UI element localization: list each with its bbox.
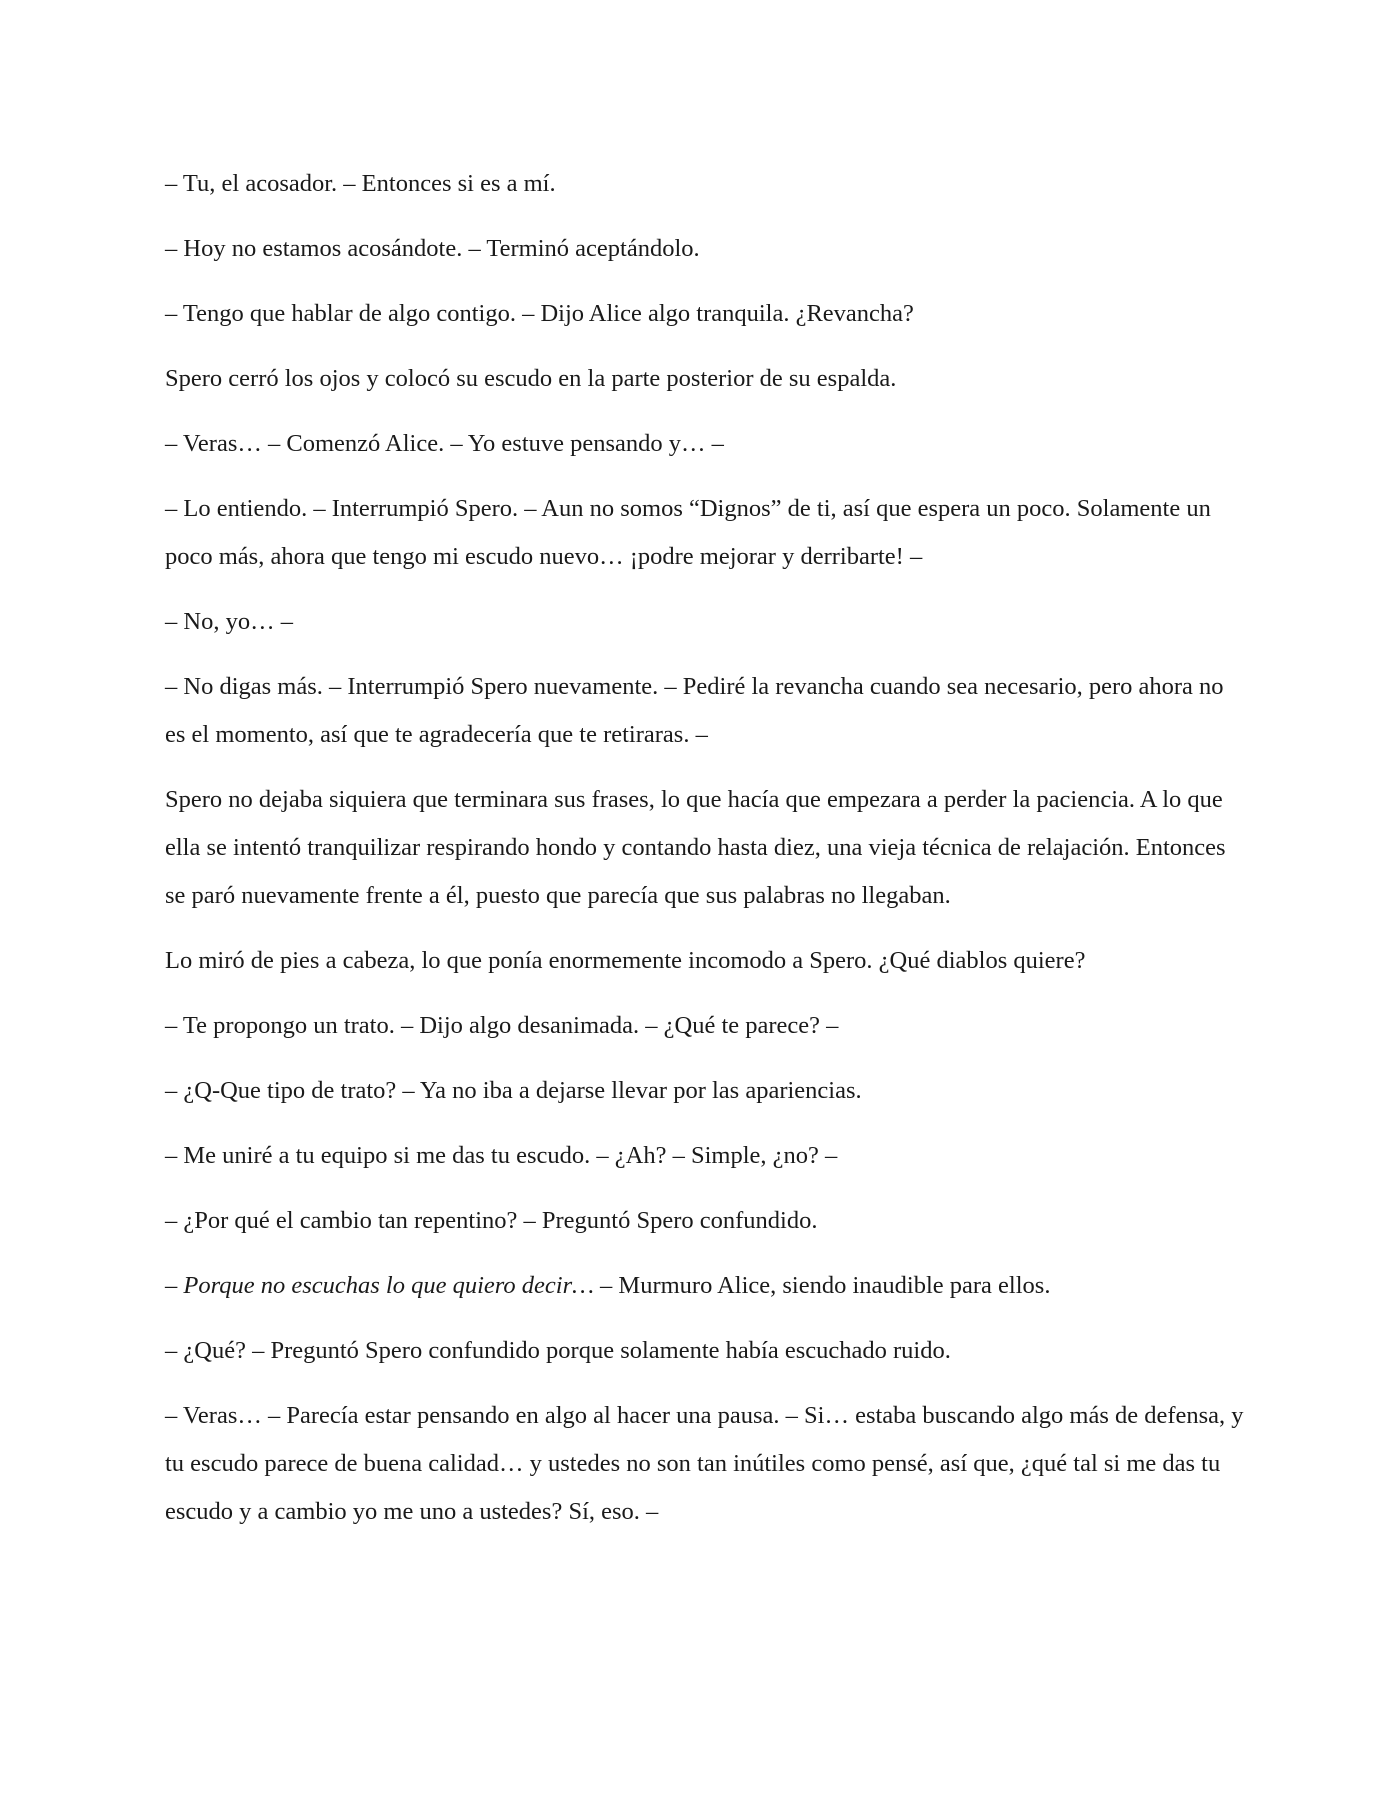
paragraph-10: Lo miró de pies a cabeza, lo que ponía enormemente incomodo a Spero. ¿Qué diablos quiere? <box>165 947 1086 974</box>
paragraph-2: – Hoy no estamos acosándote. – Terminó aceptándolo. <box>165 235 700 262</box>
paragraph-3: – Tengo que hablar de algo contigo. – Dijo Alice algo tranquila. ¿Revancha? <box>165 300 914 327</box>
paragraph-13: – Me uniré a tu equipo si me das tu escudo. – ¿Ah? – Simple, ¿no? – <box>165 1142 838 1169</box>
paragraph-14: – ¿Por qué el cambio tan repentino? – Preguntó Spero confundido. <box>165 1207 818 1234</box>
paragraph-17: – Veras… – Parecía estar pensando en algo al hacer una pausa. – Si… estaba buscando algo más de defensa, y tu escudo parece de buena calidad… y ustedes no son tan inútiles como pensé, así que, ¿qué tal si me das tu escudo y a cambio yo me uno a ustedes? Sí, eso. – <box>165 1402 1244 1525</box>
body-text <box>165 160 1245 1553</box>
paragraph-6: – Lo entiendo. – Interrumpió Spero. – Aun no somos “Dignos” de ti, así que espera un poco. Solamente un poco más, ahora que tengo mi escudo nuevo… ¡podre mejorar y derribarte! – <box>165 495 1211 570</box>
paragraph-4: Spero cerró los ojos y colocó su escudo en la parte posterior de su espalda. <box>165 365 897 392</box>
paragraph-15 <box>165 1262 1245 1310</box>
paragraph-1: – Tu, el acosador. – Entonces si es a mí. <box>165 170 556 197</box>
paragraph-16: – ¿Qué? – Preguntó Spero confundido porque solamente había escuchado ruido. <box>165 1337 951 1364</box>
whisper-attribution: – Murmuro Alice, siendo inaudible para ellos. <box>593 1272 1051 1299</box>
whispered-line: – Porque no escuchas lo que quiero decir… <box>165 1272 594 1299</box>
paragraph-12: – ¿Q-Que tipo de trato? – Ya no iba a dejarse llevar por las apariencias. <box>165 1077 862 1104</box>
paragraph-5: – Veras… – Comenzó Alice. – Yo estuve pensando y… – <box>165 430 724 457</box>
paragraph-8: – No digas más. – Interrumpió Spero nuevamente. – Pediré la revancha cuando sea necesario, pero ahora no es el momento, así que te agradecería que te retiraras. – <box>165 673 1224 748</box>
paragraph-9: Spero no dejaba siquiera que terminara sus frases, lo que hacía que empezara a perder la paciencia. A lo que ella se intentó tranquilizar respirando hondo y contando hasta diez, una vieja técnica de relajación. Entonces se paró nuevamente frente a él, puesto que parecía que sus palabras no llegaban. <box>165 786 1226 909</box>
paragraph-7: – No, yo… – <box>165 608 293 635</box>
paragraph-11: – Te propongo un trato. – Dijo algo desanimada. – ¿Qué te parece? – <box>165 1012 839 1039</box>
